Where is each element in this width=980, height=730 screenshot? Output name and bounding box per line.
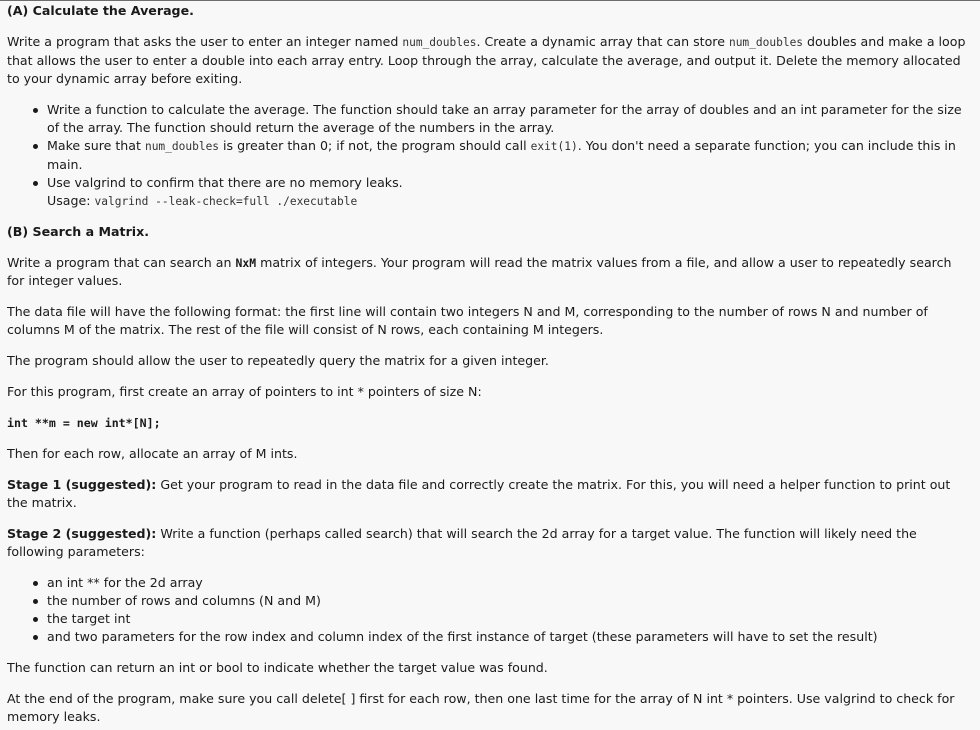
- stage1-paragraph: [7, 476, 972, 512]
- section-a-bullets: [7, 101, 972, 211]
- section-b-p1: [7, 254, 972, 290]
- section-b-p7: At the end of the program, make sure you call delete[ ] first for each row, then one last time for the array of N int * pointers. Use valgrind to check for memory leaks.: [7, 691, 955, 724]
- section-b-heading: (B) Search a Matrix.: [7, 224, 149, 239]
- param-2d-array: an int ** for the 2d array: [47, 574, 972, 592]
- stage1-text: Get your program to read in the data file and correctly create the matrix. For this, you will need a helper function to print out the matrix.: [7, 477, 951, 510]
- intro-code-num-doubles: num_doubles: [402, 36, 477, 49]
- section-b-p5: Then for each row, allocate an array of M ints.: [7, 446, 298, 461]
- section-b-p2: The data file will have the following format: the first line will contain two integers N and M, corresponding to the number of rows N and number of columns M of the matrix. The rest of the file will consist of N rows, each containing M integers.: [7, 304, 928, 337]
- bullet3-line1: Use valgrind to confirm that there are no memory leaks.: [47, 175, 403, 190]
- p1-code-nxm: NxM: [235, 256, 257, 270]
- section-a-intro: [7, 33, 972, 88]
- bullet2-code-num-doubles: num_doubles: [144, 140, 220, 153]
- section-b-p6: The function can return an int or bool to indicate whether the target value was found.: [7, 660, 548, 675]
- section-b-p4: For this program, first create an array of pointers to int * pointers of size N:: [7, 384, 482, 399]
- code-line-new-int: int **m = new int*[N];: [7, 416, 161, 430]
- intro-text-3: doubles and make a loop that allows the user to enter a double into each array entry. Loop through the array, calculate the average, and output it. Delete the memory allocated to your dynamic array before exiting.: [7, 34, 966, 86]
- bullet2-code-exit: exit(1): [530, 140, 578, 153]
- intro-text-2: . Create a dynamic array that can store: [476, 34, 729, 49]
- param-target: the target int: [47, 610, 972, 628]
- bullet-num-doubles-check: [47, 137, 972, 174]
- p1-text-2: matrix of integers. Your program will read the matrix values from a file, and allow a user to repeatedly search for integer values.: [7, 255, 952, 288]
- bullet-average-function: Write a function to calculate the average. The function should take an array parameter for the array of doubles and an int parameter for the size of the array. The function should return the average of the numbers in the array.: [47, 101, 972, 137]
- stage2-label: Stage 2 (suggested):: [7, 526, 157, 541]
- bullet2-text-2: is greater than 0; if not, the program should call: [219, 138, 531, 153]
- intro-text-1: Write a program that asks the user to enter an integer named: [7, 34, 403, 49]
- bullet2-text-1: Make sure that: [47, 138, 145, 153]
- intro-code-num-doubles-2: num_doubles: [728, 36, 804, 49]
- param-rows-cols: the number of rows and columns (N and M): [47, 592, 972, 610]
- param-indices: and two parameters for the row index and column index of the first instance of target (these parameters will have to set the result): [47, 628, 972, 646]
- section-b-p3: The program should allow the user to repeatedly query the matrix for a given integer.: [7, 353, 549, 368]
- p1-text-1: Write a program that can search an: [7, 255, 236, 270]
- bullet-valgrind: [47, 174, 972, 211]
- section-a-heading: (A) Calculate the Average.: [7, 3, 194, 18]
- usage-label: Usage:: [47, 193, 95, 208]
- stage1-label: Stage 1 (suggested):: [7, 477, 157, 492]
- stage2-text: Write a function (perhaps called search) that will search the 2d array for a target value. The function will likely need the following parameters:: [7, 526, 917, 559]
- bullet2-text-3: . You don't need a separate function; you can include this in main.: [47, 138, 956, 172]
- usage-code: valgrind --leak-check=full ./executable: [94, 195, 358, 208]
- search-params-list: [7, 574, 972, 646]
- stage2-paragraph: [7, 525, 972, 561]
